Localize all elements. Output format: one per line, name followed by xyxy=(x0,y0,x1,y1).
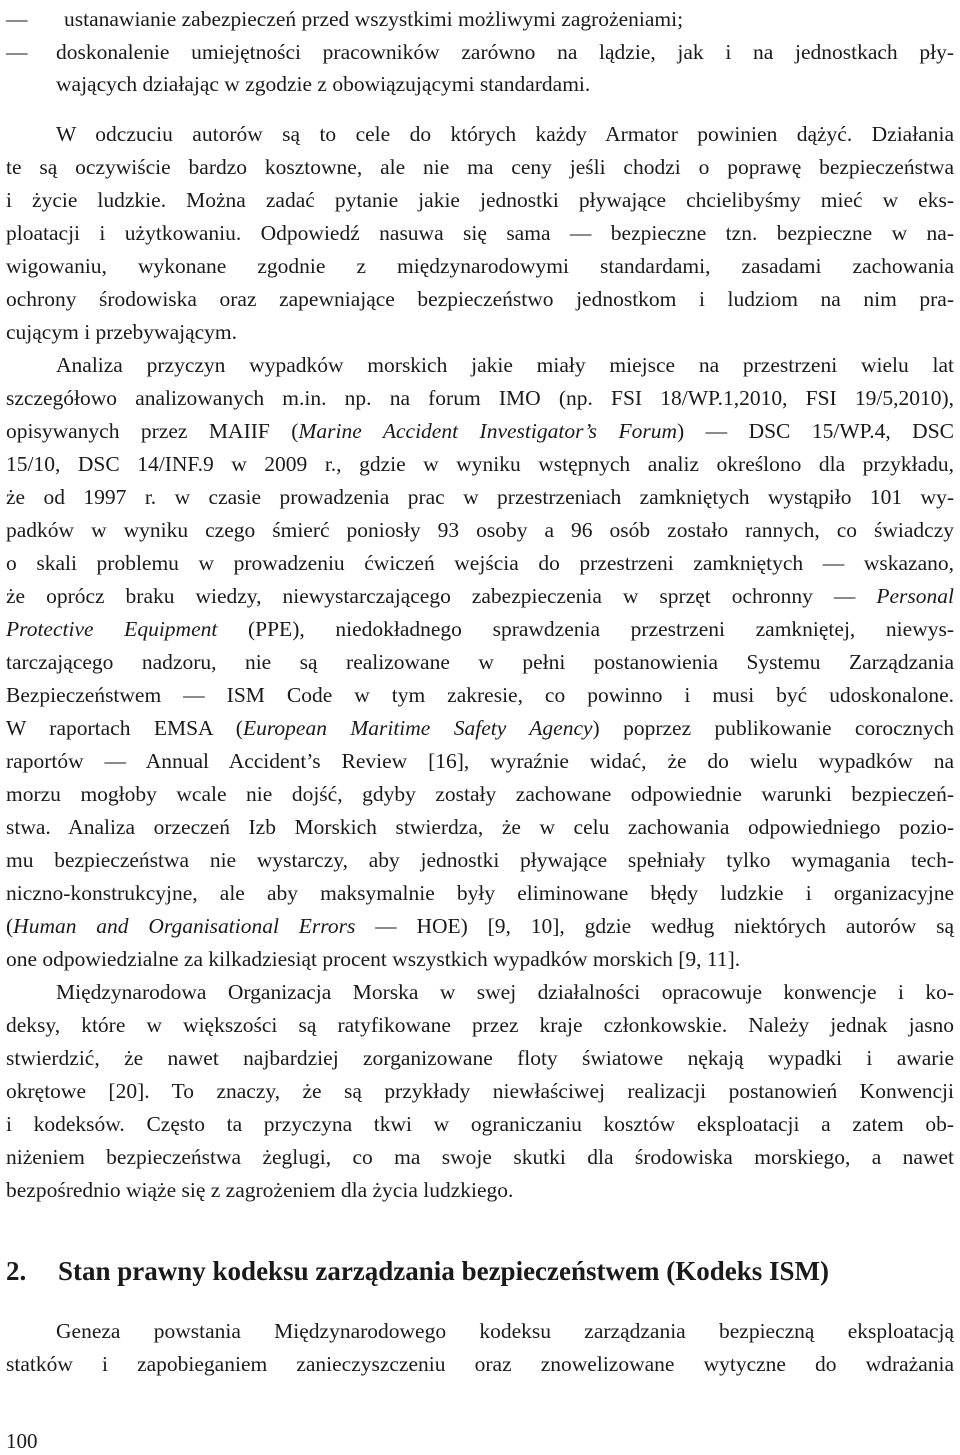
paragraph-line: o skali problemu w prowadzeniu ćwiczeń wejścia do przestrzeni zamkniętych — wskazano, xyxy=(6,551,954,575)
bullet-text: ustanawianie zabezpieczeń przed wszystkimi możliwymi zagrożeniami; xyxy=(64,7,684,31)
paragraph-line: statków i zapobieganiem zanieczyszczeniu oraz znowelizowane wytyczne do wdrażania xyxy=(6,1352,954,1376)
paragraph-line: deksy, które w większości są ratyfikowane przez kraje członkowskie. Należy jednak jasno xyxy=(6,1013,954,1037)
paragraph-line: wigowaniu, wykonane zgodnie z międzynarodowymi standardami, zasadami zachowania xyxy=(6,254,954,278)
section-title: Stan prawny kodeksu zarządzania bezpieczeństwem (Kodeks ISM) xyxy=(58,1256,830,1286)
paragraph-line: bezpośrednio wiąże się z zagrożeniem dla życia ludzkiego. xyxy=(6,1178,514,1202)
paragraph-line: padków w wyniku czego śmierć poniosły 93 osoby a 96 osób zostało rannych, co świadczy xyxy=(6,518,954,542)
page-number: 100 xyxy=(6,1429,38,1453)
paragraph-line: niczno-konstrukcyjne, ale aby maksymalnie były eliminowane błędy ludzkie i organizacyjne xyxy=(6,881,954,905)
paragraph-line: W raportach EMSA (European Maritime Safety Agency) poprzez publikowanie corocznych xyxy=(6,716,954,740)
paragraph-line: ploatacji i użytkowaniu. Odpowiedź nasuwa się sama — bezpieczne tzn. bezpieczne w na- xyxy=(6,221,954,245)
paragraph-line: i życie ludzkie. Można zadać pytanie jakie jednostki pływające chcielibyśmy mieć w eks- xyxy=(6,188,954,212)
italic-term: European Maritime Safety Agency xyxy=(242,716,593,740)
italic-term: Personal xyxy=(876,584,954,608)
paragraph-line: tarczającego nadzoru, nie są realizowane w pełni postanowienia Systemu Zarządzania xyxy=(6,650,954,674)
paragraph-line: niżeniem bezpieczeństwa żeglugi, co ma swoje skutki dla środowiska morskiego, a nawet xyxy=(6,1145,954,1169)
paragraph-line: że od 1997 r. w czasie prowadzenia prac w przestrzeniach zamkniętych wystąpiło 101 wy- xyxy=(6,485,954,509)
bullet-continuation: wających działając w zgodzie z obowiązującymi standardami. xyxy=(56,72,591,96)
paragraph-line: te są oczywiście bardzo kosztowne, ale nie ma ceny jeśli chodzi o poprawę bezpieczeństwa xyxy=(6,155,954,179)
paragraph-line: one odpowiedzialne za kilkadziesiąt procent wszystkich wypadków morskich [9, 11]. xyxy=(6,947,741,971)
italic-term: Human and Organisational Errors xyxy=(13,914,356,938)
paragraph-line: mu bezpieczeństwa nie wystarczy, aby jednostki pływające spełniały tylko wymagania tech- xyxy=(6,848,954,872)
paragraph-line: opisywanych przez MAIIF (Marine Accident Investigator’s Forum) — DSC 15/WP.4, DSC xyxy=(6,419,955,443)
paragraph-line: (Human and Organisational Errors — HOE) [9, 10], gdzie według niektórych autorów są xyxy=(6,914,955,938)
paragraph-line: Międzynarodowa Organizacja Morska w swej działalności opracowuje konwencje i ko- xyxy=(56,980,954,1004)
paragraph-line: szczegółowo analizowanych m.in. np. na forum IMO (np. FSI 18/WP.1,2010, FSI 19/5,2010), xyxy=(6,386,954,410)
italic-term: Marine Accident Investigator’s Forum xyxy=(298,419,677,443)
paragraph-line: że oprócz braku wiedzy, niewystarczającego zabezpieczenia w sprzęt ochronny — Personal xyxy=(6,584,954,608)
paragraph-line: Bezpieczeństwem — ISM Code w tym zakresie, co powinno i musi być udoskonalone. xyxy=(6,683,954,707)
paragraph-line: stwierdzić, że nawet najbardziej zorganizowane floty światowe nękają wypadki i awarie xyxy=(6,1046,954,1070)
bullet-dash: — xyxy=(6,40,28,64)
bullet-dash: — xyxy=(6,7,28,31)
paragraph-line: Analiza przyczyn wypadków morskich jakie miały miejsce na przestrzeni wielu lat xyxy=(56,353,954,377)
paragraph-line: okrętowe [20]. To znaczy, że są przykłady niewłaściwej realizacji postanowień Konwencji xyxy=(6,1079,954,1103)
italic-term: Protective Equipment xyxy=(6,617,218,641)
paragraph-line: Geneza powstania Międzynarodowego kodeksu zarządzania bezpieczną eksploatacją xyxy=(56,1319,954,1343)
paragraph-line: cującym i przebywającym. xyxy=(6,320,238,344)
paragraph-line: W odczuciu autorów są to cele do których każdy Armator powinien dążyć. Działania xyxy=(56,122,954,146)
bullet-text: doskonalenie umiejętności pracowników zarówno na lądzie, jak i na jednostkach pły- xyxy=(56,40,954,64)
paragraph-line: Protective Equipment (PPE), niedokładnego sprawdzenia przestrzeni zamkniętej, niewys- xyxy=(6,617,955,641)
paragraph-line: stwa. Analiza orzeczeń Izb Morskich stwierdza, że w celu zachowania odpowiedniego pozio- xyxy=(6,815,954,839)
section-number: 2. xyxy=(6,1256,27,1286)
paragraph-line: morzu mogłoby wcale nie dojść, gdyby zostały zachowane odpowiednie warunki bezpieczeń- xyxy=(6,782,954,806)
paragraph-line: 15/10, DSC 14/INF.9 w 2009 r., gdzie w wyniku wstępnych analiz określono dla przykładu, xyxy=(6,452,954,476)
paragraph-line: ochrony środowiska oraz zapewniające bezpieczeństwo jednostkom i ludziom na nim pra- xyxy=(6,287,954,311)
paragraph-line: i kodeksów. Często ta przyczyna tkwi w ograniczaniu kosztów eksploatacji a zatem ob- xyxy=(6,1112,954,1136)
paragraph-line: raportów — Annual Accident’s Review [16], wyraźnie widać, że do wielu wypadków na xyxy=(6,749,954,773)
